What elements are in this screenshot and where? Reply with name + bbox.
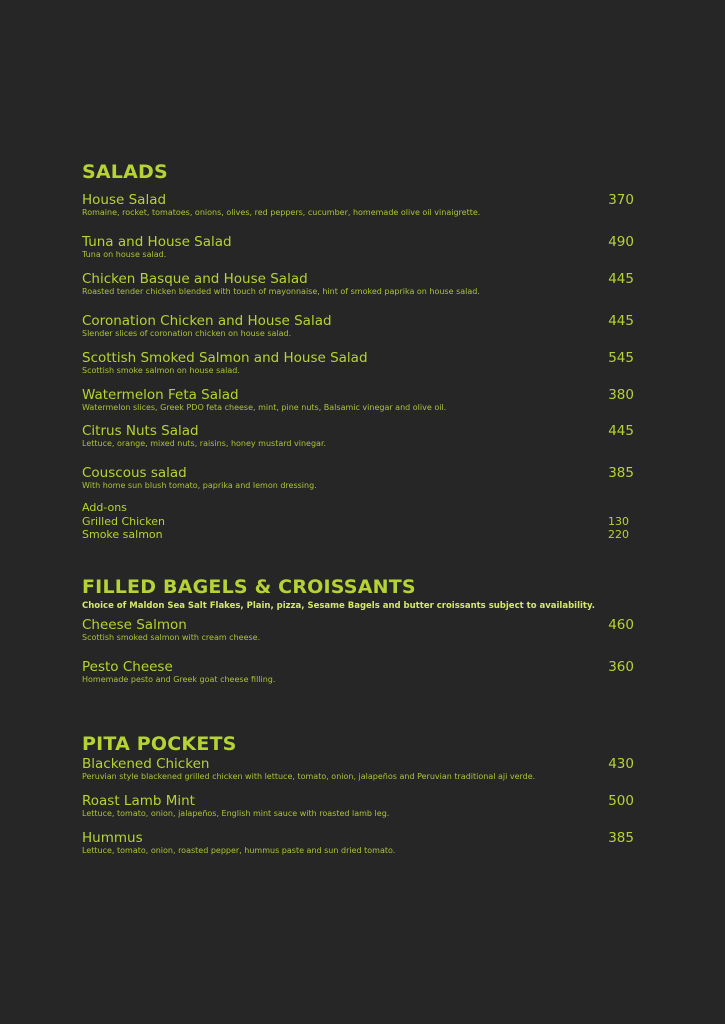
item-description: Scottish smoked salmon with cream cheese.	[82, 633, 261, 642]
section-note: Choice of Maldon Sea Salt Flakes, Plain, pizza, Sesame Bagels and butter croissants subject to availability.	[82, 601, 595, 611]
item-price: 385	[608, 830, 634, 846]
item-price: 460	[608, 617, 634, 633]
item-price: 430	[608, 756, 634, 772]
menu-item	[82, 659, 642, 685]
addons-label: Add-ons	[82, 501, 127, 514]
item-name: Citrus Nuts Salad	[82, 423, 199, 439]
addon-price: 130	[608, 514, 629, 528]
section-title-pita: PITA POCKETS	[82, 733, 237, 755]
menu-item	[82, 423, 642, 449]
item-price: 445	[608, 423, 634, 439]
addon-price: 220	[608, 528, 629, 541]
menu-item	[82, 830, 642, 856]
section-title-salads: SALADS	[82, 161, 168, 183]
menu-item	[82, 234, 642, 260]
item-description: Scottish smoke salmon on house salad.	[82, 366, 240, 375]
menu-item	[82, 617, 642, 643]
item-price: 445	[608, 313, 634, 329]
menu-item	[82, 756, 642, 782]
menu-item	[82, 465, 642, 491]
item-price: 360	[608, 659, 634, 675]
item-name: Blackened Chicken	[82, 756, 210, 772]
menu-item	[82, 192, 642, 218]
menu-item	[82, 271, 642, 297]
item-name: Chicken Basque and House Salad	[82, 271, 308, 287]
menu-item	[82, 793, 642, 819]
item-price: 545	[608, 350, 634, 366]
item-name: Roast Lamb Mint	[82, 793, 195, 809]
addons-block	[82, 501, 642, 542]
item-description: Romaine, rocket, tomatoes, onions, olives, red peppers, cucumber, homemade olive oil vinaigrette.	[82, 208, 481, 217]
item-name: House Salad	[82, 192, 167, 208]
item-price: 490	[608, 234, 634, 250]
addon-name: Smoke salmon	[82, 528, 163, 541]
item-name: Coronation Chicken and House Salad	[82, 313, 332, 329]
addon-row	[82, 515, 642, 529]
item-price: 500	[608, 793, 634, 809]
item-price: 445	[608, 271, 634, 287]
item-description: Slender slices of coronation chicken on house salad.	[82, 329, 292, 338]
item-description: Homemade pesto and Greek goat cheese filling.	[82, 675, 276, 684]
item-description: Tuna on house salad.	[82, 250, 167, 259]
item-description: Lettuce, orange, mixed nuts, raisins, honey mustard vinegar.	[82, 439, 327, 448]
item-description: Roasted tender chicken blended with touch of mayonnaise, hint of smoked paprika on house salad.	[82, 287, 480, 296]
item-description: With home sun blush tomato, paprika and lemon dressing.	[82, 481, 317, 490]
item-description: Watermelon slices, Greek PDO feta cheese, mint, pine nuts, Balsamic vinegar and olive oil.	[82, 403, 447, 412]
menu-item	[82, 313, 642, 339]
item-name: Cheese Salmon	[82, 617, 187, 633]
section-title-bagels: FILLED BAGELS & CROISSANTS	[82, 576, 416, 598]
item-price: 385	[608, 465, 634, 481]
menu-item	[82, 350, 642, 376]
item-name: Couscous salad	[82, 465, 187, 481]
item-name: Hummus	[82, 830, 143, 846]
addon-row	[82, 528, 642, 542]
item-description: Lettuce, tomato, onion, jalapeños, English mint sauce with roasted lamb leg.	[82, 809, 390, 818]
item-name: Pesto Cheese	[82, 659, 173, 675]
item-name: Scottish Smoked Salmon and House Salad	[82, 350, 368, 366]
item-name: Watermelon Feta Salad	[82, 387, 239, 403]
item-description: Peruvian style blackened grilled chicken with lettuce, tomato, onion, jalapeños and Peruvian traditional aji verde.	[82, 772, 536, 781]
menu-item	[82, 387, 642, 413]
item-description: Lettuce, tomato, onion, roasted pepper, hummus paste and sun dried tomato.	[82, 846, 396, 855]
addon-name: Grilled Chicken	[82, 514, 165, 528]
item-price: 380	[608, 387, 634, 403]
item-price: 370	[608, 192, 634, 208]
item-name: Tuna and House Salad	[82, 234, 232, 250]
